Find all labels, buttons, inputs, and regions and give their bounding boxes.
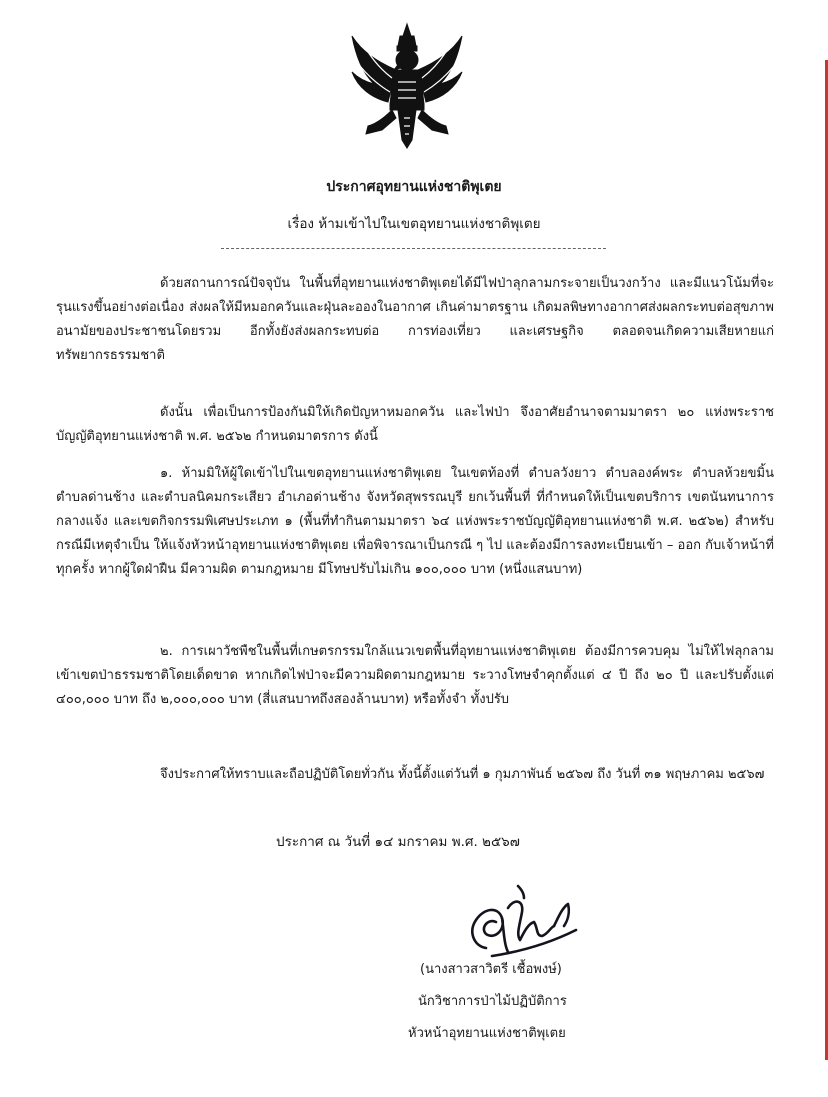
paragraph-authority: ดังนั้น เพื่อเป็นการป้องกันมิให้เกิดปัญหาหมอกควัน และไฟป่า จึงอาศัยอำนาจตามมาตรา ๒๐ แห่งพระราชบัญญัติอุทยานแห่งชาติ พ.ศ. ๒๕๖๒ กำหนดมาตรการ ดังนี้: [56, 405, 774, 444]
paragraph-measure-2: ๒. การเผาวัชพืชในพื้นที่เกษตรกรรมใกล้แนวเขตพื้นที่อุทยานแห่งชาติพุเตย ต้องมีการควบคุม ไม่ให้ไฟลุกลามเข้าเขตป่าธรรมชาติโดยเด็ดขาด หากเกิดไฟป่าจะมีความผิดตามกฎหมาย ระวางโทษจำคุกตั้งแต่ ๔ ปี ถึง ๒๐ ปี และปรับตั้งแต่ ๔๐๐,๐๐๐ บาท ถึง ๒,๐๐๐,๐๐๐ บาท (สี่แสนบาทถึงสองล้านบาท) หรือทั้งจำ ทั้งปรับ: [56, 644, 774, 707]
header-divider: [221, 248, 606, 249]
announcement-title: ประกาศอุทยานแห่งชาติพุเตย: [326, 179, 502, 195]
announcement-subject: เรื่อง ห้ามเข้าไปในเขตอุทยานแห่งชาติพุเตย: [287, 216, 541, 232]
handwritten-signature: [458, 878, 588, 963]
signatory-name: (นางสาวสาวิตรี เชื้อพงษ์): [420, 962, 562, 977]
signatory-position: นักวิชาการป่าไม้ปฏิบัติการ: [418, 994, 567, 1009]
paragraph-background: ด้วยสถานการณ์ปัจจุบัน ในพื้นที่อุทยานแห่งชาติพุเตยได้มีไฟป่าลุกลามกระจายเป็นวงกว้าง และมีแนวโน้มที่จะรุนแรงขึ้นอย่างต่อเนื่อง ส่งผลให้มีหมอกควันและฝุ่นละอองในอากาศ เกินค่ามาตรฐาน เกิดมลพิษทางอากาศส่งผลกระทบต่อสุขภาพอนามัยของประชาชนโดยรวม อีกทั้งยังส่งผลกระทบต่อ การท่องเที่ยว และเศรษฐกิจ ตลอดจนเกิดความเสียหายแก่ทรัพยากรธรรมชาติ: [56, 276, 774, 363]
paragraph-measure-1: ๑. ห้ามมิให้ผู้ใดเข้าไปในเขตอุทยานแห่งชาติพุเตย ในเขตท้องที่ ตำบลวังยาว ตำบลองค์พระ ตำบลห้วยขมิ้น ตำบลด่านช้าง และตำบลนิคมกระเสียว อำเภอด่านช้าง จังหวัดสุพรรณบุรี ยกเว้นพื้นที่ ที่กำหนดให้เป็นเขตบริการ เขตนันทนาการกลางแจ้ง และเขตกิจกรรมพิเศษประเภท ๑ (พื้นที่ทำกินตามมาตรา ๖๔ แห่งพระราชบัญญัติอุทยานแห่งชาติ พ.ศ. ๒๕๖๒) สำหรับกรณีมีเหตุจำเป็น ให้แจ้งหัวหน้าอุทยานแห่งชาติพุเตย เพื่อพิจารณาเป็นกรณี ๆ ไป และต้องมีการลงทะเบียนเข้า – ออก กับเจ้าหน้าที่ทุกครั้ง หากผู้ใดฝ่าฝืน มีความผิด ตามกฎหมาย มีโทษปรับไม่เกิน ๑๐๐,๐๐๐ บาท (หนึ่งแสนบาท): [56, 466, 774, 577]
garuda-emblem-icon: [348, 22, 466, 150]
paragraph-effective-period: จึงประกาศให้ทราบและถือปฏิบัติโดยทั่วกัน ทั้งนี้ตั้งแต่วันที่ ๑ กุมภาพันธ์ ๒๕๖๗ ถึง วันที่ ๓๑ พฤษภาคม ๒๕๖๗: [160, 767, 765, 782]
signatory-role: หัวหน้าอุทยานแห่งชาติพุเตย: [408, 1026, 566, 1041]
announcement-date: ประกาศ ณ วันที่ ๑๔ มกราคม พ.ศ. ๒๕๖๗: [276, 834, 520, 850]
